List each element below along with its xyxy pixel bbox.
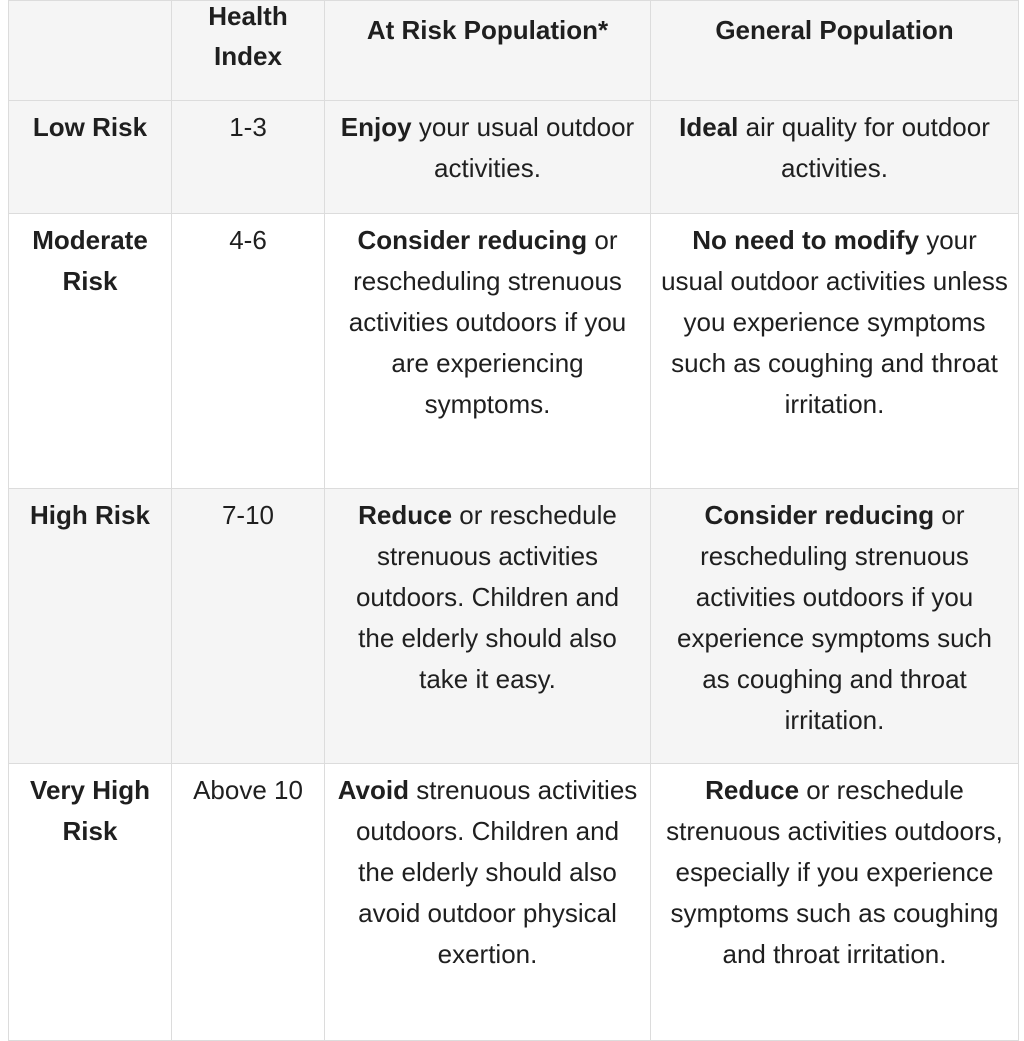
header-at-risk-population: At Risk Population* xyxy=(325,1,651,101)
advice-text: strenuous activities outdoors. Children and the elderly should also avoid outdoor physical exertion. xyxy=(355,775,638,969)
table-body xyxy=(9,101,1019,1041)
advice-text: or reschedule strenuous activities outdoors, especially if you experience symptoms such as coughing and throat irritation. xyxy=(666,775,1003,969)
risk-level-cell: Moderate Risk xyxy=(9,214,172,489)
advice-emphasis: Consider reducing xyxy=(704,500,935,530)
risk-level-cell: Low Risk xyxy=(9,101,172,214)
header-risk-level xyxy=(9,1,172,101)
table-row xyxy=(9,214,1019,489)
table-row xyxy=(9,764,1019,1041)
header-row xyxy=(9,1,1019,101)
advice-text: your usual outdoor activities. xyxy=(411,112,635,183)
advice-emphasis: Avoid xyxy=(337,775,409,805)
advice-text: or reschedule strenuous activities outdoors. Children and the elderly should also take it easy. xyxy=(355,500,620,694)
health-index-cell: 4-6 xyxy=(172,214,325,489)
health-index-cell: Above 10 xyxy=(172,764,325,1041)
advice-emphasis: Reduce xyxy=(358,500,453,530)
advice-text: air quality for outdoor activities. xyxy=(738,112,990,183)
general-advice-cell xyxy=(651,214,1019,489)
aqhi-risk-table xyxy=(8,0,1019,1041)
advice-text: or rescheduling strenuous activities outdoors if you experience symptoms such as coughing and throat irritation. xyxy=(676,500,993,735)
at-risk-advice-cell xyxy=(325,214,651,489)
table-row xyxy=(9,101,1019,214)
advice-text: your usual outdoor activities unless you experience symptoms such as coughing and throat irritation. xyxy=(661,225,1008,419)
at-risk-advice-cell xyxy=(325,489,651,764)
header-general-population: General Population xyxy=(651,1,1019,101)
advice-emphasis: Enjoy xyxy=(340,112,412,142)
aqhi-table-container xyxy=(8,0,1018,1041)
risk-level-cell: High Risk xyxy=(9,489,172,764)
health-index-cell: 1-3 xyxy=(172,101,325,214)
table-header xyxy=(9,1,1019,101)
advice-text: or rescheduling strenuous activities outdoors if you are experiencing symptoms. xyxy=(348,225,627,419)
advice-emphasis: Consider reducing xyxy=(357,225,588,255)
advice-emphasis: No need to modify xyxy=(692,225,919,255)
table-row xyxy=(9,489,1019,764)
at-risk-advice-cell xyxy=(325,101,651,214)
general-advice-cell xyxy=(651,489,1019,764)
header-health-index-label: Health Index xyxy=(208,1,288,71)
header-health-index xyxy=(172,1,325,101)
general-advice-cell xyxy=(651,764,1019,1041)
advice-emphasis: Reduce xyxy=(705,775,800,805)
at-risk-advice-cell xyxy=(325,764,651,1041)
risk-level-cell: Very High Risk xyxy=(9,764,172,1041)
health-index-cell: 7-10 xyxy=(172,489,325,764)
general-advice-cell xyxy=(651,101,1019,214)
advice-emphasis: Ideal xyxy=(679,112,739,142)
